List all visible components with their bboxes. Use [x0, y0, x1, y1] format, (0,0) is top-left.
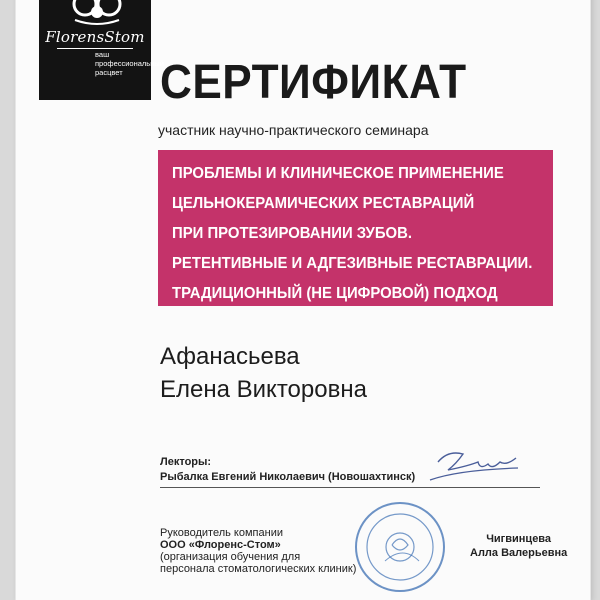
- company-description: (организация обучения для: [160, 551, 301, 563]
- recipient-surname: Афанасьева: [160, 343, 300, 370]
- certificate-subtitle: участник научно-практического семинара: [158, 122, 429, 138]
- handwritten-signature: [418, 440, 528, 500]
- seminar-topic-line: ПРИ ПРОТЕЗИРОВАНИИ ЗУБОВ.: [172, 225, 412, 242]
- company-stamp: [345, 495, 455, 595]
- certificate-title: СЕРТИФИКАТ: [160, 56, 467, 109]
- logo-tagline-line: ваш: [95, 50, 110, 59]
- company-block: [160, 527, 356, 575]
- recipient-given-names: Елена Викторовна: [160, 376, 367, 403]
- lecturers-value: Рыбалка Евгений Николаевич (Новошахтинск): [160, 471, 416, 483]
- seminar-topic-line: ПРОБЛЕМЫ И КЛИНИЧЕСКОЕ ПРИМЕНЕНИЕ: [172, 165, 504, 182]
- lecturers-label: Лекторы:: [160, 456, 212, 468]
- florensstom-logo: [39, 0, 164, 100]
- seminar-topic-line: ЦЕЛЬНОКЕРАМИЧЕСКИХ РЕСТАВРАЦИЙ: [172, 195, 475, 212]
- company-head-surname: Чигвинцева: [486, 533, 552, 545]
- recipient-name: [160, 340, 367, 406]
- company-head-name: [470, 532, 567, 560]
- logo-tagline: [95, 50, 164, 77]
- company-description: персонала стоматологических клиник): [160, 563, 357, 575]
- seminar-topic-line: ТРАДИЦИОННЫЙ (НЕ ЦИФРОВОЙ) ПОДХОД: [172, 285, 498, 302]
- logo-name: FlorensStom: [45, 28, 145, 46]
- logo-divider: [57, 48, 133, 49]
- seminar-topic-line: РЕТЕНТИВНЫЕ И АДГЕЗИВНЫЕ РЕСТАВРАЦИИ.: [172, 255, 533, 272]
- company-role: Руководитель компании: [160, 527, 283, 539]
- flower-logo-icon: [61, 0, 133, 26]
- company-head-given-names: Алла Валерьевна: [470, 547, 568, 559]
- seminar-topic-band: [158, 150, 553, 306]
- logo-tagline-line: профессиональный: [95, 59, 164, 68]
- logo-tagline-line: расцвет: [95, 68, 123, 77]
- company-name: ООО «Флоренс-Стом»: [160, 539, 281, 551]
